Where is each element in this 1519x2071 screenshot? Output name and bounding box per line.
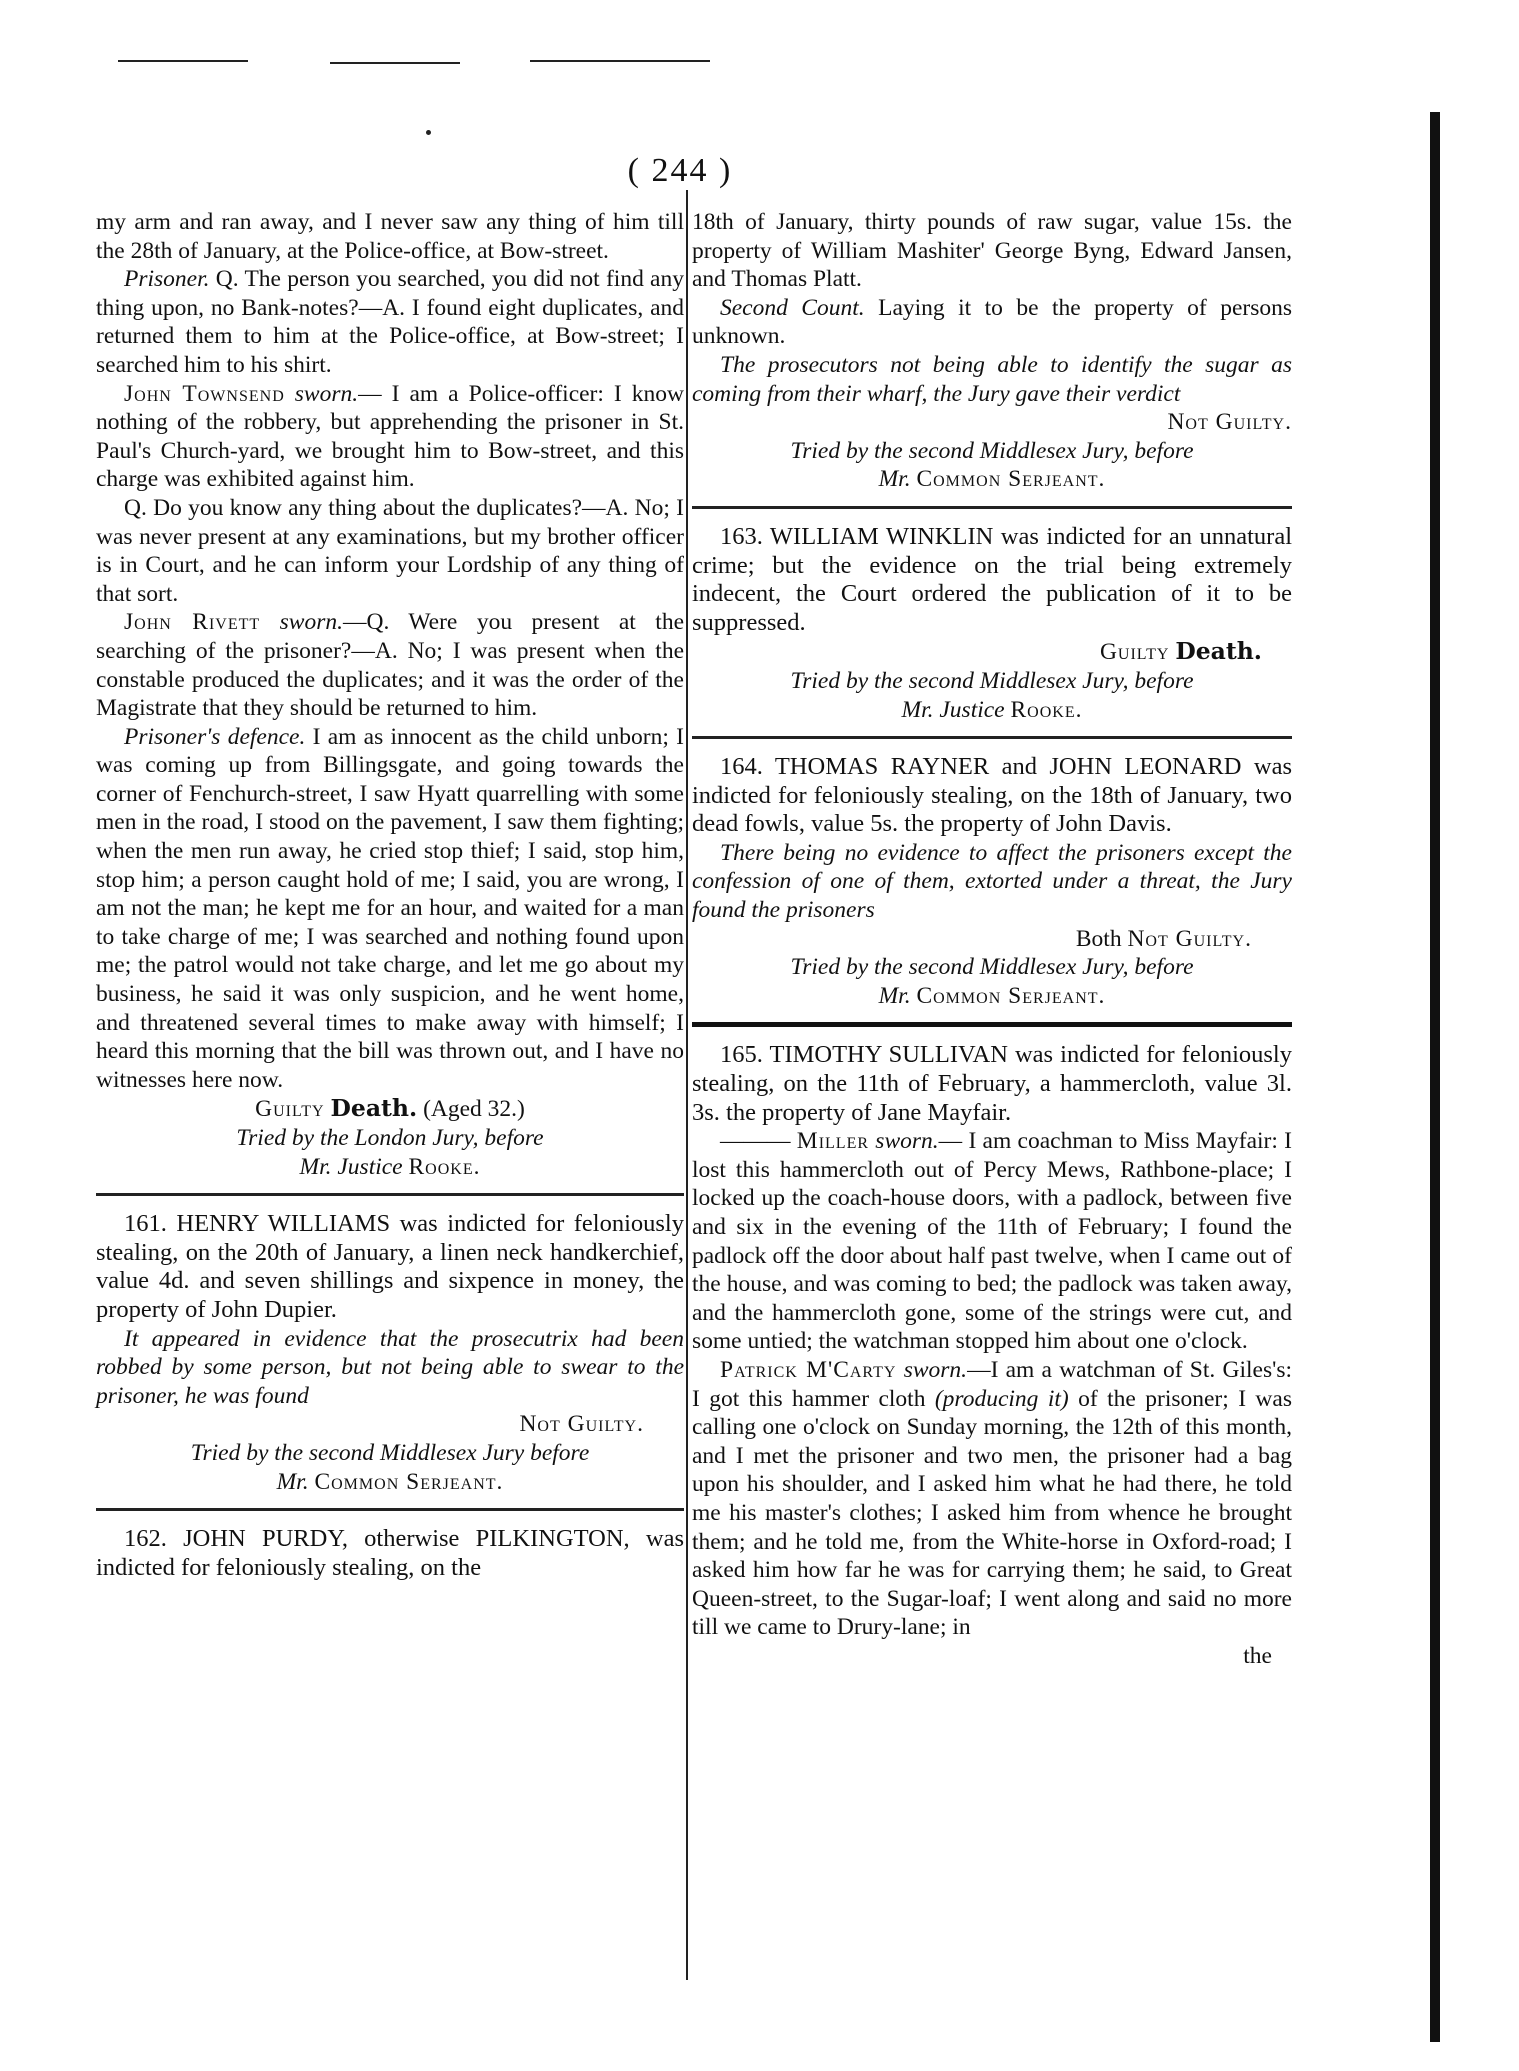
case-note: There being no evidence to affect the prisoners except the confession of one of them, extorted under a threat, the Jury found the prisoners [692, 839, 1292, 924]
speaker: John Townsend [124, 380, 285, 407]
section-rule [692, 736, 1292, 739]
speaker: John Rivett [124, 609, 261, 636]
verdict: Guilty Death. (Aged 32.) [255, 1094, 525, 1123]
paragraph: John Rivett sworn.—Q. Were you present at the searching of the prisoner?—A. No; I was present when the constable produced the duplicates; and it was the order of the Magistrate that they should be returned to him. [96, 609, 684, 722]
case-note: The prosecutors not being able to identify the sugar as coming from their wharf, the Jury gave their verdict [692, 351, 1292, 407]
tried-by-judge: Mr. Justice Rooke. [299, 1153, 481, 1180]
case-heading: 162. JOHN PURDY, otherwise PILKINGTON, was indicted for feloniously stealing, on the [96, 1525, 684, 1581]
paragraph: my arm and ran away, and I never saw any thing of him till the 28th of January, at the Police-office, at Bow-street. [96, 209, 684, 264]
speaker: Patrick M'Carty [720, 1356, 897, 1383]
case-note: It appeared in evidence that the prosecutrix had been robbed by some person, but not being able to swear to the prisoner, he was found [96, 1325, 684, 1409]
paragraph: Q. Do you know any thing about the duplicates?—A. No; I was never present at any examinations, but my brother officer is in Court, and he can inform your Lordship of any thing of that sort. [96, 494, 684, 607]
case-heading: 165. TIMOTHY SULLIVAN was indicted for feloniously stealing, on the 11th of February, a hammercloth, value 3l. 3s. the property of Jane Mayfair. [692, 1041, 1292, 1126]
catchword: the [1243, 1642, 1272, 1669]
case-heading: 164. THOMAS RAYNER and JOHN LEONARD was indicted for feloniously stealing, on the 18th of January, two dead fowls, value 5s. the property of John Davis. [692, 753, 1292, 838]
column-divider [686, 190, 688, 1980]
page-number: ( 244 ) [627, 152, 733, 189]
header-rule-2 [330, 62, 460, 64]
paragraph: 18th of January, thirty pounds of raw sugar, value 15s. the property of William Mashiter' George Byng, Edward Jansen, and Thomas Platt. [692, 209, 1292, 293]
paragraph: ——— Miller sworn.— I am coachman to Miss Mayfair: I lost this hammercloth out of Percy Mews, Rathbone-place; I locked up the coach-house doors, with a padlock, between five and six in the evening of the 11th of February; I found the padlock off the door about half past twelve, when I came out of the house, and was coming to bed; the padlock was taken away, and the hammercloth gone, some of the strings were cut, and some untied; the watchman stopped him about one o'clock. [692, 1128, 1293, 1355]
left-column [96, 208, 684, 1582]
verdict: Not Guilty. [1167, 409, 1292, 436]
speaker: Miller [796, 1128, 870, 1155]
section-rule [692, 506, 1292, 509]
tried-by-judge: Mr. Justice Rooke. [901, 696, 1083, 723]
header-rule-3 [530, 60, 710, 62]
page-edge-bar [1430, 112, 1440, 2042]
paragraph: Patrick M'Carty sworn.—I am a watchman of St. Giles's: I got this hammer cloth (producing it) of the prisoner; I was calling one o'clock on Sunday morning, the 12th of this month, and I met the prisoner and two men, the prisoner had a bag upon his shoulder, and I asked him what he had there, he told me his master's clothes; I asked him from whence he brought them; and he told me, from the White-horse in Oxford-road; I asked him how far he was for carrying them; he said, to Great Queen-street, to the Sugar-loaf; I went along and said no more till we came to Drury-lane; in [692, 1356, 1293, 1641]
header-dot [426, 130, 431, 135]
defence-label: Prisoner's defence. [124, 723, 306, 750]
tried-by-judge: Mr. Common Serjeant. [878, 466, 1106, 493]
section-rule [96, 1508, 684, 1511]
speaker: Prisoner. [124, 266, 210, 293]
count-label: Second Count. [720, 294, 865, 321]
tried-by-judge: Mr. Common Serjeant. [276, 1468, 504, 1495]
paragraph: Second Count. Laying it to be the property of persons unknown. [692, 294, 1292, 350]
tried-by: Tried by the second Middlesex Jury, before [790, 667, 1194, 694]
tried-by: Tried by the London Jury, before [236, 1125, 544, 1151]
section-rule [692, 1022, 1292, 1027]
verdict: Guilty Death. [1099, 637, 1262, 666]
paragraph: John Townsend sworn.— I am a Police-officer: I know nothing of the robbery, but apprehending the prisoner in St. Paul's Church-yard, we brought him to Bow-street, and this charge was exhibited against him. [96, 380, 684, 493]
paragraph: Prisoner's defence. I am as innocent as the child unborn; I was coming up from Billingsgate, and going towards the corner of Fenchurch-street, I saw Hyatt quarrelling with some men in the road, I stood on the pavement, I saw them fighting; when the men run away, he cried stop thief; I said, stop him, stop him; a person caught hold of me; I said, you are wrong, I am not the man; he kept me for an hour, and waited for a man to take charge of me; I was searched and nothing found upon me; the patrol would not take charge, and let me go about my business, he said it was only suspicion, and he went home, and threatened several times to make away with himself; I heard this morning that the bill was thrown out, and I have no witnesses here now. [96, 723, 685, 1093]
paragraph: Prisoner. Q. The person you searched, you did not find any thing upon, no Bank-notes?—A. I found eight duplicates, and returned them to him at the Police-office, at Bow-street; I searched him to his shirt. [96, 266, 684, 378]
section-rule [96, 1193, 684, 1196]
tried-by-judge: Mr. Common Serjeant. [878, 982, 1106, 1009]
case-heading: 163. WILLIAM WINKLIN was indicted for an unnatural crime; but the evidence on the trial being extremely indecent, the Court ordered the publication of it to be suppressed. [692, 522, 1292, 636]
right-column [692, 208, 1292, 1671]
case-heading: 161. HENRY WILLIAMS was indicted for feloniously stealing, on the 20th of January, a linen neck handkerchief, value 4d. and seven shillings and sixpence in money, the property of John Dupier. [96, 1210, 684, 1323]
verdict: Not Guilty. [519, 1411, 644, 1438]
tried-by: Tried by the second Middlesex Jury, before [790, 437, 1194, 464]
tried-by: Tried by the second Middlesex Jury, before [790, 954, 1194, 981]
tried-by: Tried by the second Middlesex Jury before [190, 1439, 590, 1466]
header-rule-1 [118, 60, 248, 62]
verdict: Both Not Guilty. [1075, 925, 1252, 952]
